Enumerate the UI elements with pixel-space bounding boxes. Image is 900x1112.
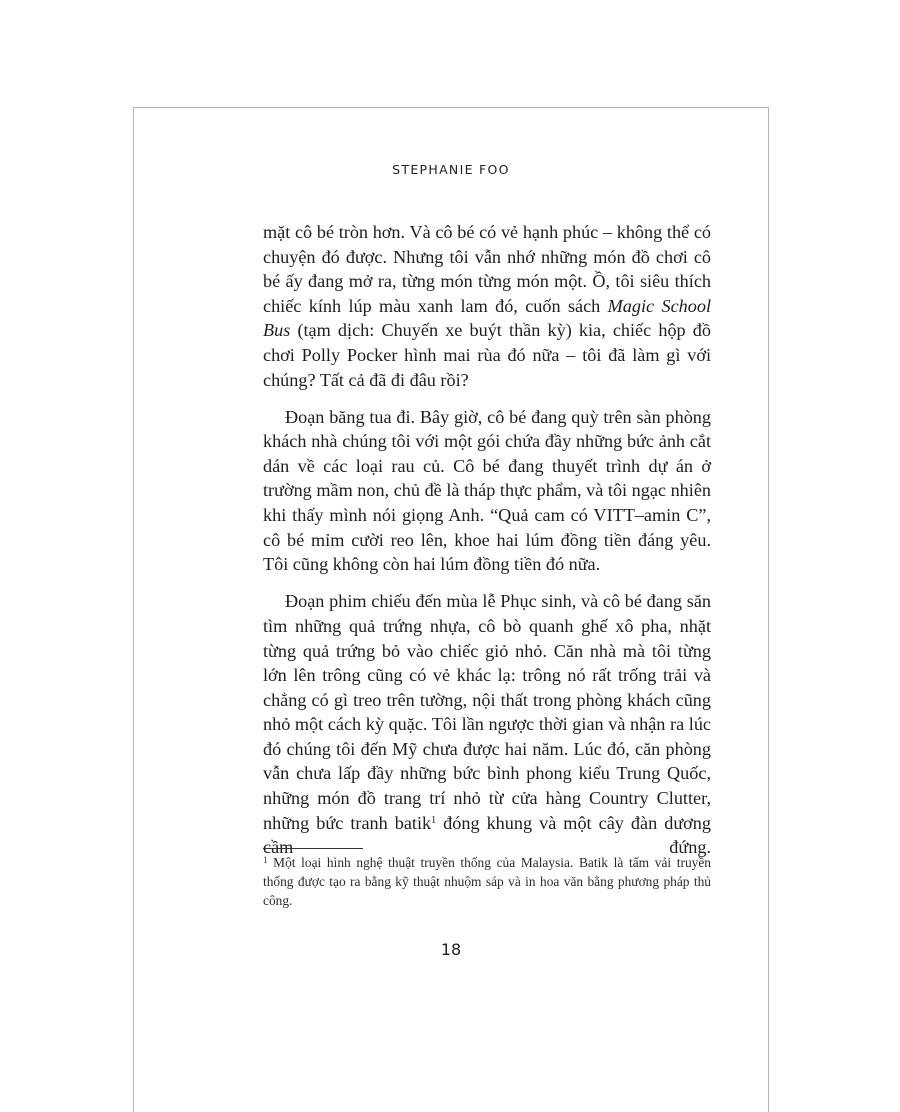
paragraph-1-text: mặt cô bé tròn hơn. Và cô bé có vẻ hạnh phúc – không thể có chuyện đó được. Nhưng tôi vẫn nhớ những món đồ chơi cô bé ấy đang mở ra, từng món từng món một. Ồ, tôi siêu thích chiếc kính lúp màu xanh lam đó, cuốn sách — [263, 222, 711, 316]
footnote-marker: 1 — [263, 855, 268, 865]
footnote — [263, 853, 711, 910]
footnote-text: Một loại hình nghệ thuật truyền thống của Malaysia. Batik là tấm vải truyền thống được tạo ra bằng kỹ thuật nhuộm sáp và in hoa văn bằng phương pháp thủ công. — [263, 855, 711, 908]
paragraph-1 — [263, 220, 711, 392]
body-text — [263, 220, 711, 872]
paragraph-1-tail: (tạm dịch: Chuyến xe buýt thần kỳ) kia, chiếc hộp đồ chơi Polly Pocker hình mai rùa đó nữa – tôi đã làm gì với chúng? Tất cả đã đi đâu rồi? — [263, 320, 711, 390]
footnote-reference: 1 — [431, 814, 437, 826]
paragraph-3-text: Đoạn phim chiếu đến mùa lễ Phục sinh, và cô bé đang săn tìm những quả trứng nhựa, cô bò quanh ghế xô pha, nhặt từng quả trứng bỏ vào chiếc giỏ nhỏ. Căn nhà mà tôi từng lớn lên trông cũng có vẻ khác lạ: trông nó rất trống trải và chẳng có gì treo trên tường, nội thất trong phòng khách cũng nhỏ một cách kỳ quặc. Tôi lần ngược thời gian và nhận ra lúc đó chúng tôi đến Mỹ chưa được hai năm. Lúc đó, căn phòng vẫn chưa lấp đầy những bức bình phong kiểu Trung Quốc, những món đồ trang trí nhỏ từ cửa hàng Country Clutter, những bức tranh batik — [263, 591, 711, 833]
page-number: 18 — [440, 940, 462, 959]
paragraph-3 — [263, 589, 711, 860]
book-title-italic: Magic School Bus — [263, 295, 711, 341]
book-page — [133, 107, 769, 1112]
paragraph-2: Đoạn băng tua đi. Bây giờ, cô bé đang quỳ trên sàn phòng khách nhà chúng tôi với một gói chứa đầy những bức ảnh cắt dán về các loại rau củ. Cô bé đang thuyết trình dự án ở trường mầm non, chủ đề là tháp thực phẩm, và tôi ngạc nhiên khi thấy mình nói giọng Anh. “Quả cam có VITT–amin C”, cô bé mỉm cười reo lên, khoe hai lúm đồng tiền đáng yêu. Tôi cũng không còn hai lúm đồng tiền đó nữa. — [263, 406, 711, 575]
paragraph-3-tail: đóng khung và một cây đàn dương cầm đứng. — [263, 812, 711, 858]
footnote-divider — [263, 848, 363, 849]
running-head: STEPHANIE FOO — [392, 162, 510, 177]
